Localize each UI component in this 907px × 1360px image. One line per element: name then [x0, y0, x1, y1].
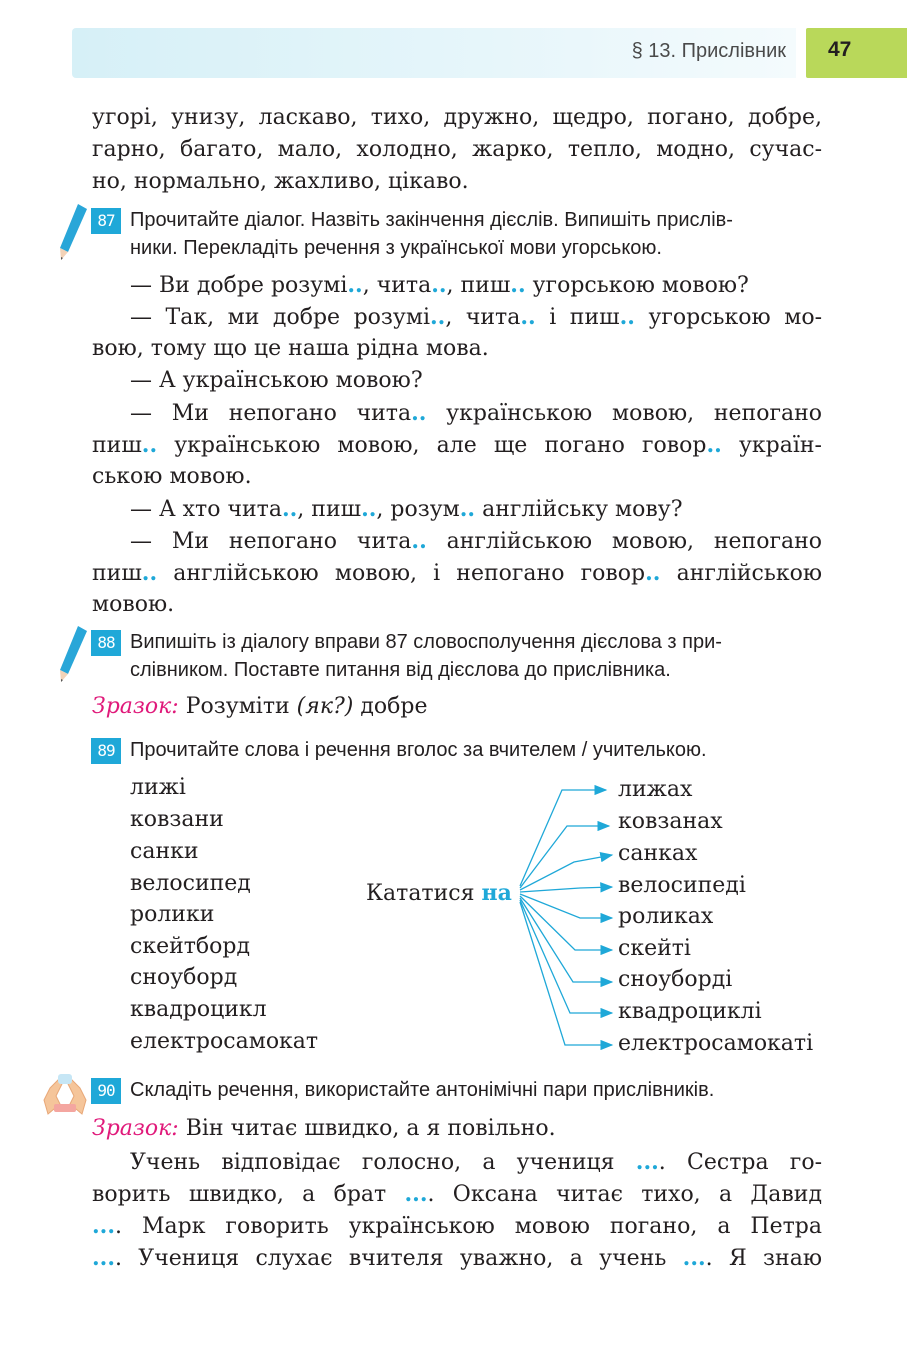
sample-line-90: Зразок: Він читає швидко, а я повільно.	[92, 1116, 556, 1141]
task-text-87: Прочитайте діалог. Назвіть закінчення дієслів. Випишіть прислів-	[130, 209, 733, 231]
dialogue-line: пиш.. англійською мовою, і непогано говор.. англійською	[92, 560, 822, 586]
intro-line: но, нормально, жахливо, цікаво.	[92, 169, 469, 194]
right-word: санках	[618, 841, 698, 866]
left-word: електросамокат	[130, 1029, 319, 1054]
task-text-89: Прочитайте слова і речення вголос за вчителем / учителькою.	[130, 739, 707, 761]
exercise-number-88: 88	[91, 630, 121, 656]
dialogue-line: пиш.. українською мовою, але ще погано говор.. україн-	[92, 432, 822, 458]
right-word: велосипеді	[618, 873, 746, 898]
arrow-7	[520, 898, 612, 982]
dialogue-line: — Ми непогано чита.. українською мовою, непогано	[130, 400, 822, 426]
left-word: ролики	[130, 902, 215, 927]
exercise-number-89: 89	[91, 738, 121, 764]
exercise-number-90: 90	[91, 1078, 121, 1104]
exercise-number-87: 87	[91, 208, 121, 234]
right-word: скейті	[618, 936, 691, 961]
paragraph-line: .... Учениця слухає вчителя уважно, а учень .... Я знаю	[92, 1245, 822, 1271]
arrow-3	[520, 855, 612, 890]
left-word: квадроцикл	[130, 997, 267, 1022]
paragraph-line: ворить швидко, а брат .... Оксана читає тихо, а Давид	[92, 1181, 822, 1207]
paragraph-line: .... Марк говорить українською мовою погано, а Петра	[92, 1213, 822, 1239]
hands-icon	[40, 1070, 90, 1120]
arrow-4	[520, 887, 612, 892]
paragraph-line: Учень відповідає голосно, а учениця .... Сестра го-	[130, 1149, 823, 1175]
dialogue-line: ською мовою.	[92, 464, 252, 489]
section-title: § 13. Прислівник	[631, 40, 786, 62]
left-word: лижі	[130, 775, 186, 800]
right-word: лижах	[618, 777, 693, 802]
task-text-90: Складіть речення, використайте антонімічні пари прислівників.	[130, 1079, 715, 1101]
left-word: ковзани	[130, 807, 224, 832]
sample-label: Зразок:	[92, 1116, 179, 1141]
right-word: квадроциклі	[618, 999, 762, 1024]
arrow-5	[520, 894, 612, 918]
arrow-6	[520, 896, 612, 950]
arrow-9	[520, 902, 612, 1045]
left-word: сноуборд	[130, 965, 238, 990]
task-text-88: слівником. Поставте питання від дієслова до прислівника.	[130, 659, 671, 681]
right-word: роликах	[618, 904, 714, 929]
dialogue-line: — А хто чита.., пиш.., розум.. англійську мову?	[130, 496, 683, 522]
dialogue-line: мовою.	[92, 592, 175, 617]
page-number: 47	[828, 38, 852, 61]
right-word: ковзанах	[618, 809, 723, 834]
center-phrase: Кататися на	[366, 880, 512, 906]
right-word: сноуборді	[618, 967, 733, 992]
sample-label: Зразок:	[92, 694, 179, 719]
dialogue-line: — А українською мовою?	[130, 368, 423, 393]
intro-line: угорі, унизу, ласкаво, тихо, дружно, щедро, погано, добре,	[92, 105, 822, 130]
sample-line-88: Зразок: Розуміти (як?) добре	[92, 694, 428, 719]
left-word: санки	[130, 839, 199, 864]
dialogue-line: — Ви добре розумі.., чита.., пиш.. угорською мовою?	[130, 272, 749, 298]
task-text-88: Випишіть із діалогу вправи 87 словосполучення дієслова з при-	[130, 631, 722, 653]
dialogue-line: — Так, ми добре розумі.., чита.. і пиш.. угорською мо-	[130, 304, 823, 330]
left-word: велосипед	[130, 871, 251, 896]
dialogue-line: — Ми непогано чита.. англійською мовою, непогано	[130, 528, 823, 554]
right-word: електросамокаті	[618, 1031, 814, 1056]
intro-line: гарно, багато, мало, холодно, жарко, тепло, модно, сучас-	[92, 137, 822, 162]
left-word: скейтборд	[130, 934, 251, 959]
dialogue-line: вою, тому що це наша рідна мова.	[92, 336, 489, 361]
arrow-8	[520, 900, 612, 1013]
task-text-87: ники. Перекладіть речення з української мови угорською.	[130, 237, 662, 259]
